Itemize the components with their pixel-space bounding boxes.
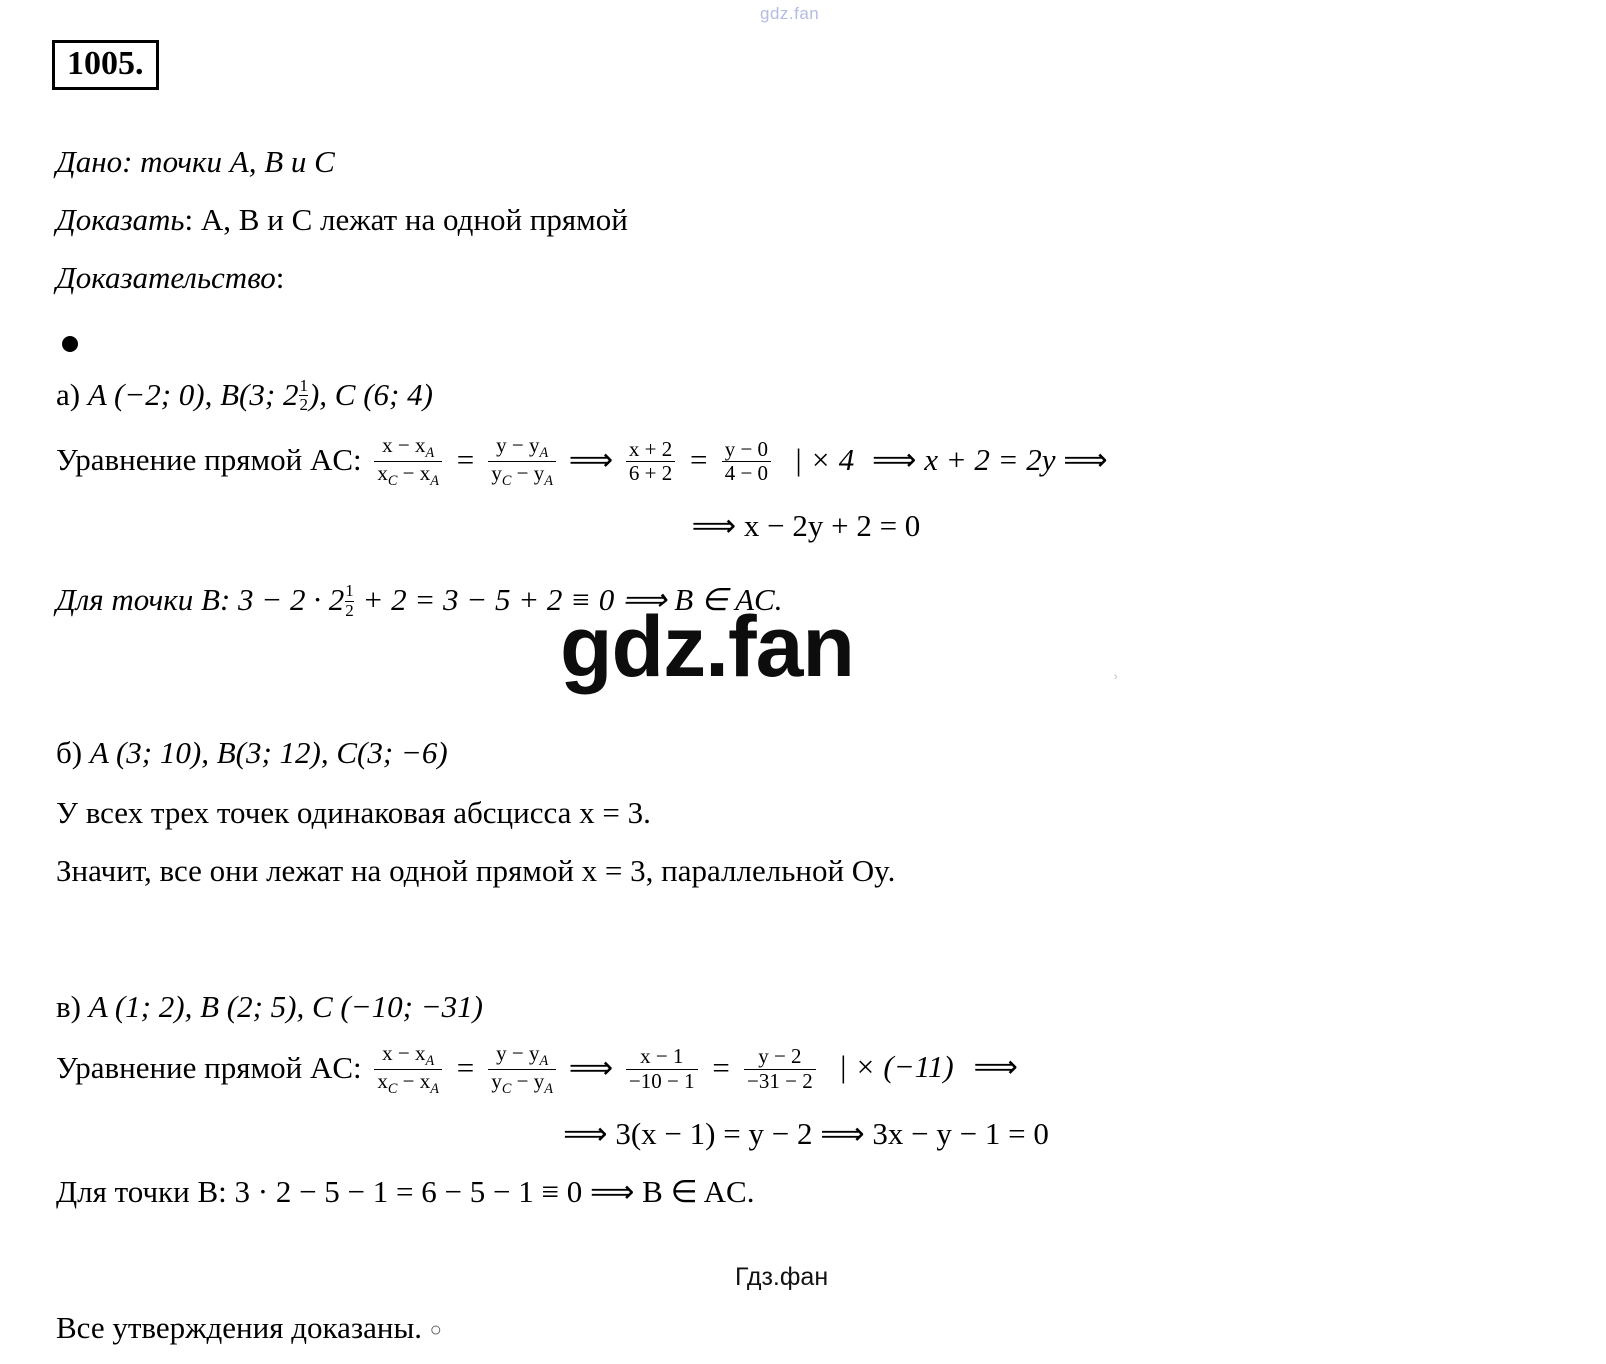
frac1-den: x	[377, 461, 388, 486]
proof-label: Доказательство	[56, 260, 276, 296]
implies-1: ⟹	[568, 441, 614, 477]
implies-2: ⟹	[871, 441, 917, 477]
tick-mark-icon: ˒	[1112, 660, 1120, 685]
part-v-equation-label: Уравнение прямой AC:	[56, 1049, 362, 1085]
v-frac2-den-sub: C	[501, 1080, 512, 1097]
v-frac1-num-sub: A	[425, 1052, 435, 1069]
part-b-line1: У всех трех точек одинаковая абсцисса x = 3.	[56, 794, 651, 830]
prove-text: : A, B и C лежат на одной прямой	[184, 202, 628, 238]
given-line	[56, 140, 1556, 184]
part-v-points-text: A (1; 2), B (2; 5), C (−10; −31)	[88, 988, 483, 1024]
frac2-den-rest: − y	[511, 461, 545, 486]
fraction-v-y-minus-2	[744, 1045, 816, 1093]
conclusion-mark-icon: ○	[429, 1319, 442, 1341]
check-frac-den: 2	[345, 600, 354, 620]
frac1-num-sub: A	[425, 445, 435, 462]
part-a-points-pre: A (−2; 0), B(3; 2	[87, 377, 299, 413]
part-a-equation-label: Уравнение прямой AC:	[56, 441, 362, 477]
bullet-row	[56, 314, 1556, 367]
v-frac1-num: x − x	[382, 1040, 426, 1065]
part-b-points	[56, 731, 1556, 775]
part-v-check: Для точки B: 3 · 2 − 5 − 1 = 6 − 5 − 1 ≡ 0 ⟹ B ∈ AC.	[56, 1173, 755, 1209]
center-watermark: gdz.fan	[560, 599, 854, 695]
part-b-line2: Значит, все они лежат на одной прямой x = 3, параллельной Oy.	[56, 852, 896, 888]
frac2-den-sub: C	[501, 473, 512, 490]
proof-line	[56, 256, 1556, 300]
given-text: : точки A, B и C	[122, 144, 335, 179]
frac1-den-sub: C	[387, 473, 398, 490]
part-a-mixed-fraction	[299, 377, 308, 415]
frac2-den: y	[491, 461, 502, 486]
v-equals-1: =	[454, 1049, 476, 1085]
v-frac4-den: −31 − 2	[744, 1069, 816, 1094]
v-frac1-den-sub: C	[387, 1080, 398, 1097]
v-frac2-num-sub: A	[539, 1052, 549, 1069]
frac-numerator: 1	[299, 375, 308, 395]
equals-sign-2: =	[688, 441, 709, 477]
prove-label: Доказать	[56, 202, 185, 238]
v-frac2-den-rest: − y	[511, 1068, 545, 1093]
multiply-note: | × 4	[793, 441, 855, 477]
prove-line	[56, 198, 1556, 242]
part-a-result-line2: ⟹ x − 2y + 2 = 0	[691, 508, 921, 544]
frac4-num: y − 0	[724, 436, 769, 461]
implies-3: ⟹	[1063, 441, 1108, 477]
part-a-check-suffix: + 2 = 3 − 5 + 2 ≡ 0 ⟹ B ∈ AC.	[354, 582, 783, 618]
part-a-points-post: ), C (6; 4)	[308, 377, 433, 413]
frac-denominator: 2	[299, 395, 308, 415]
v-frac3-den: −10 − 1	[626, 1069, 698, 1094]
footer-watermark: Гдз.фан	[735, 1263, 829, 1291]
v-implies-1: ⟹	[568, 1049, 614, 1085]
v-frac4-num: y − 2	[758, 1044, 802, 1069]
top-watermark: gdz.fan	[760, 4, 820, 23]
frac1-den-sub2: A	[430, 473, 439, 490]
part-a-points	[56, 373, 1556, 417]
part-a-check-fraction	[345, 582, 354, 620]
conclusion-text: Все утверждения доказаны.	[56, 1310, 423, 1345]
part-a-equation	[56, 435, 1556, 490]
part-b-marker: б)	[56, 734, 83, 770]
v-frac1-den-sub2: A	[430, 1080, 439, 1097]
solution-body	[56, 140, 1556, 1364]
v-frac2-num: y − y	[496, 1040, 540, 1065]
frac2-num: y − y	[496, 433, 540, 458]
bullet-icon	[62, 336, 78, 352]
fraction-ya	[488, 434, 556, 489]
frac1-den-rest: − x	[397, 461, 431, 486]
fraction-x-plus-2	[626, 438, 675, 486]
task-number-badge: 1005.	[52, 40, 159, 90]
equals-sign-1: =	[454, 441, 476, 477]
part-a-check-prefix: Для точки B: 3 − 2 · 2	[56, 582, 345, 618]
frac2-num-sub: A	[539, 445, 549, 462]
fraction-v-x-minus-1	[626, 1045, 698, 1093]
part-v-equation	[56, 1040, 1556, 1098]
v-implies-2: ⟹	[973, 1049, 1018, 1085]
v-frac1-den-rest: − x	[397, 1068, 431, 1093]
part-a-marker: а)	[56, 377, 81, 413]
part-v-marker: в)	[56, 988, 81, 1024]
proof-colon: :	[275, 260, 285, 296]
part-v-result-line2: ⟹ 3(x − 1) = y − 2 ⟹ 3x − y − 1 = 0	[563, 1115, 1049, 1151]
fraction-xa	[374, 434, 442, 489]
part-a-result-1: x + 2 = 2y	[924, 441, 1056, 477]
frac3-den: 6 + 2	[626, 461, 675, 486]
frac3-num: x + 2	[628, 436, 673, 461]
v-frac3-num: x − 1	[640, 1044, 684, 1069]
given-label: Дано	[56, 144, 123, 179]
v-multiply-note: | × (−11)	[838, 1049, 954, 1085]
part-b-points-text: A (3; 10), B(3; 12), C(3; −6)	[89, 734, 448, 770]
fraction-y-minus-0	[722, 438, 771, 486]
frac2-den-sub2: A	[544, 473, 553, 490]
frac4-den: 4 − 0	[722, 461, 771, 486]
v-frac2-den-sub2: A	[544, 1080, 553, 1097]
v-frac1-den: x	[377, 1068, 388, 1093]
fraction-v-xa	[374, 1042, 442, 1097]
fraction-v-ya	[488, 1042, 556, 1097]
part-v-points	[56, 985, 1556, 1029]
v-equals-2: =	[710, 1049, 732, 1085]
frac1-num: x − x	[382, 433, 426, 458]
conclusion-line	[56, 1306, 1556, 1350]
check-frac-num: 1	[345, 581, 354, 601]
v-frac2-den: y	[491, 1068, 502, 1093]
